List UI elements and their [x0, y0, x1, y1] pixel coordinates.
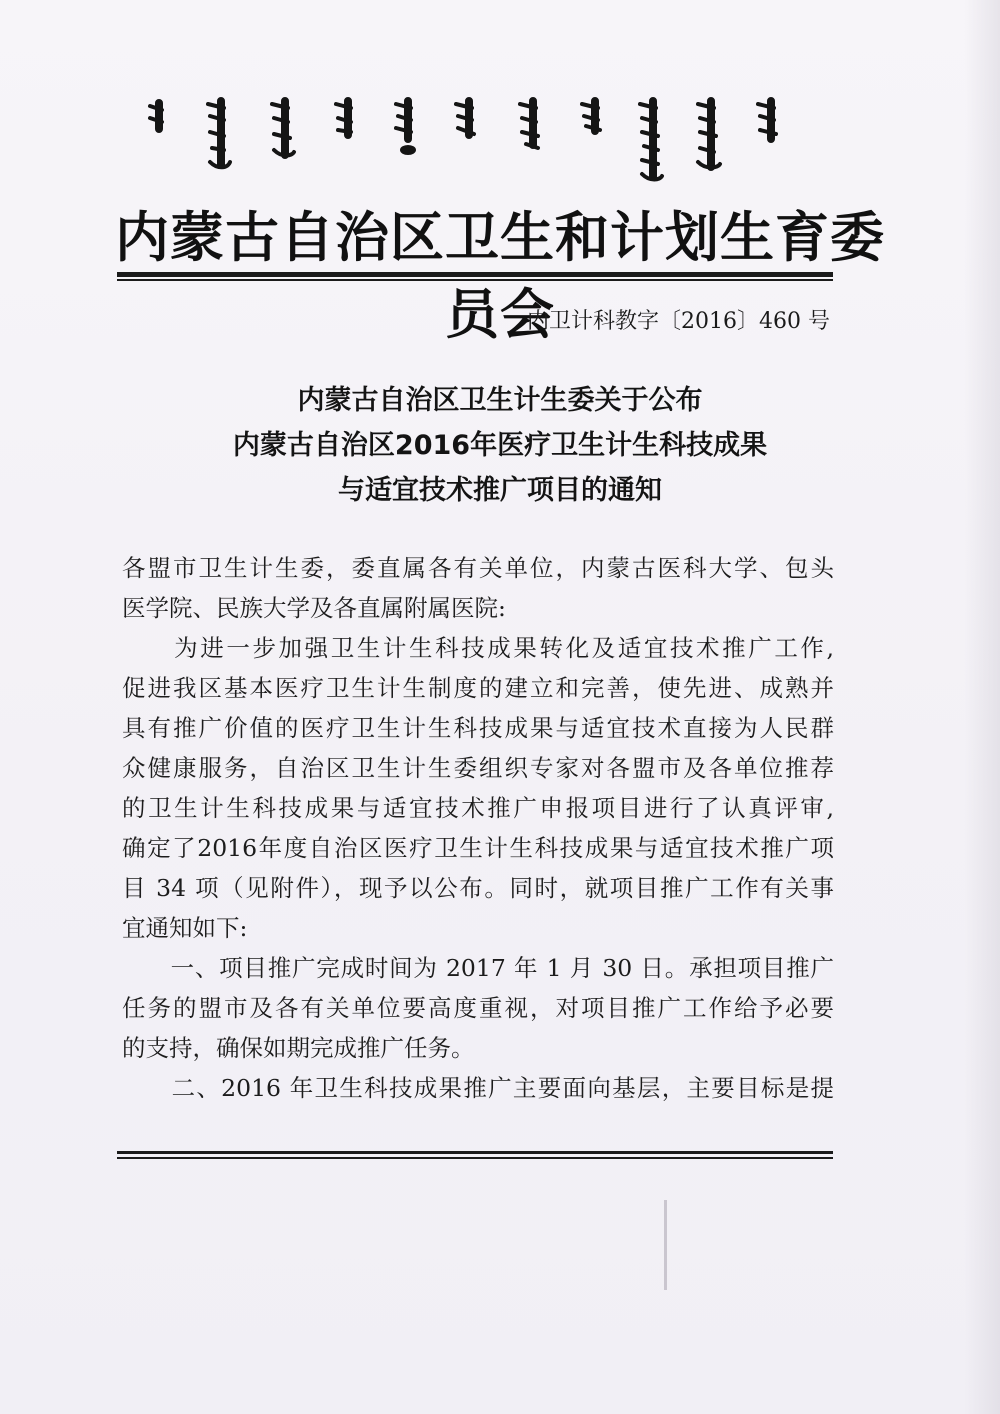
title-line-3: 与适宜技术推广项目的通知: [338, 475, 662, 506]
document-body: [122, 548, 834, 1108]
header-rule-thick: [117, 272, 833, 277]
mongolian-script-graphic: [140, 92, 830, 192]
body-line-1: 各盟市卫生计生委，委直属各有关单位，内蒙古医科大学、包头: [122, 554, 834, 582]
footer-rule-thin: [117, 1157, 833, 1159]
agency-name: 内蒙古自治区卫生和计划生育委员会: [115, 205, 885, 346]
body-line-12: 任务的盟市及各有关单位要高度重视，对项目推广工作给予必要: [122, 994, 834, 1022]
body-line-3: 为进一步加强卫生计生科技成果转化及适宜技术推广工作,: [122, 634, 834, 662]
body-line-5: 具有推广价值的医疗卫生计生科技成果与适宜技术直接为人民群: [122, 714, 834, 742]
body-line-9: 目 34 项（见附件），现予以公布。同时，就项目推广工作有关事: [122, 874, 834, 902]
header-rule-thin: [117, 279, 833, 281]
body-line-4: 促进我区基本医疗卫生计生制度的建立和完善，使先进、成熟并: [122, 674, 834, 702]
body-line-2: 医学院、民族大学及各直属附属医院:: [122, 594, 506, 622]
scan-shadow: [964, 0, 1000, 1414]
body-line-6: 众健康服务，自治区卫生计生委组织专家对各盟市及各单位推荐: [122, 754, 834, 782]
body-line-13: 的支持，确保如期完成推广任务。: [122, 1034, 475, 1062]
body-line-14: 二、2016 年卫生科技成果推广主要面向基层，主要目标是提: [122, 1074, 834, 1102]
scan-mark: [664, 1200, 667, 1290]
body-line-10: 宜通知如下:: [122, 914, 248, 942]
body-line-7: 的卫生计生科技成果与适宜技术推广申报项目进行了认真评审,: [122, 794, 834, 822]
mongolian-script-header: [140, 92, 830, 192]
document-number: 内卫计科教字〔2016〕460 号: [527, 309, 830, 334]
title-line-1: 内蒙古自治区卫生计生委关于公布: [297, 385, 703, 416]
footer-rule-thick: [117, 1151, 833, 1154]
body-line-11: 一、项目推广完成时间为 2017 年 1 月 30 日。承担项目推广: [122, 954, 834, 982]
title-line-2: 内蒙古自治区2016年医疗卫生计生科技成果: [232, 430, 768, 461]
body-line-8: 确定了2016年度自治区医疗卫生计生科技成果与适宜技术推广项: [122, 834, 834, 862]
